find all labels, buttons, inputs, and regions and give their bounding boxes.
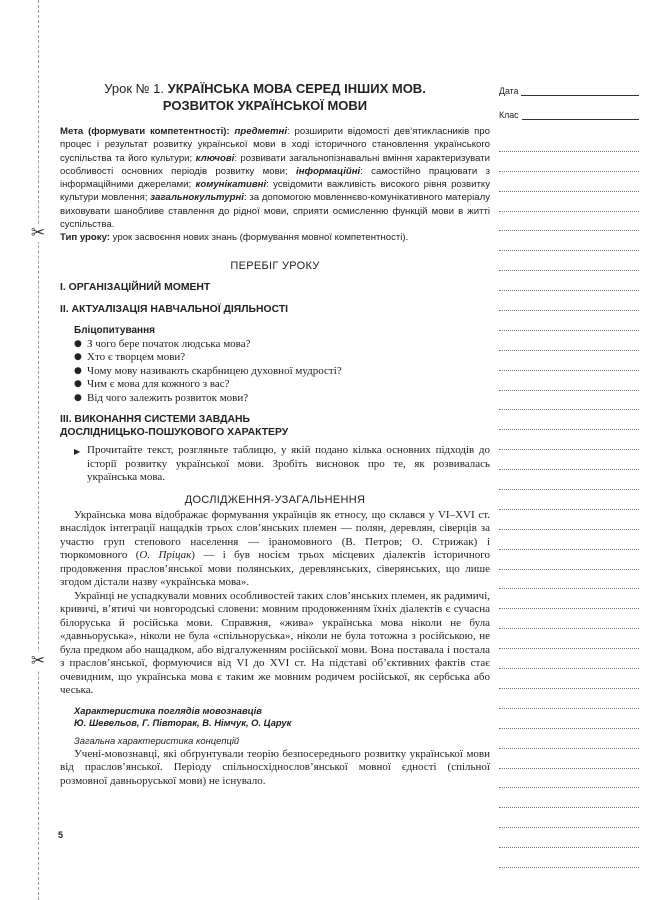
scissors-icon: ✂ <box>27 224 49 242</box>
triangle-right-icon: ▶ <box>74 447 81 457</box>
date-line[interactable] <box>521 86 639 96</box>
note-line[interactable] <box>499 709 639 729</box>
page-number: 5 <box>58 830 64 840</box>
note-line[interactable] <box>499 192 639 212</box>
date-label: Дата <box>499 86 519 96</box>
note-line[interactable] <box>499 212 639 232</box>
note-line[interactable] <box>499 470 639 490</box>
note-line[interactable] <box>499 589 639 609</box>
lesson-title-line1: УКРАЇНСЬКА МОВА СЕРЕД ІНШИХ МОВ. <box>167 81 426 96</box>
paragraph: Учені-мовознавці, які обґрунтували теорію безпосереднього розвитку української мови від праслов’янської. Періоду спільносхіднослов’янської мовної єдності (спільної розмовної давньоруської мови) не існувало. <box>60 747 490 787</box>
paragraph: Українська мова відображає формування українців як етносу, що склався у VI–XVI ст. внаслідок інтеграції нащадків трьох слов’янських племен — полян, деревлян, сіверців за участю груп степового населення — іраномовного (В. Петров; О. Стрижак) і тюркомовного (О. Пріцак) — і був носієм трьох місцевих діалектів історичного продовження праслов’янської мови полянських, деревлянських, сіверянських, що лише згодом дістали назву «українська мова». <box>60 508 490 589</box>
lesson-content <box>60 80 490 788</box>
note-line[interactable] <box>499 669 639 689</box>
paragraph: Українці не успадкували мовних особливостей таких слов’янських племен, як радимичі, кривичі, в’ятичі чи новгородські словени: мовним продовженням їхніх діалектів є сучасна білоруська й російська мови. Справжня, «жива» українська мова ніколи не була «давньоруська», ніколи не була «спільноруська», ніколи не була тотожна з російською, не була предком або нащадком, або відгалуженням російської мови. Вона поставала і постала з праслов’янської, формуючися від VI до XVI ст. На підставі об’єктивних фактів стає очевидним, що українська мова є таким же мовним родичем російської, як сербська або чеська. <box>60 589 490 697</box>
note-line[interactable] <box>499 371 639 391</box>
goal-key-text: : розвивати загальнопізнавальні вміння характеризувати особливості основних періодів розвитку мови; <box>60 152 490 177</box>
scholars-title: Характеристика поглядів мовознавців <box>74 704 262 716</box>
scissors-icon: ✂ <box>27 652 49 670</box>
progress-heading: ПЕРЕБІГ УРОКУ <box>230 259 320 272</box>
goal-key-label: ключові <box>195 152 235 164</box>
note-line[interactable] <box>499 649 639 669</box>
scholars-names: Ю. Шевельов, Г. Півторак, В. Німчук, О. Царук <box>74 717 292 729</box>
goal-comm-label: комунікативні <box>195 179 267 191</box>
note-line[interactable] <box>499 808 639 828</box>
note-line[interactable] <box>499 828 639 848</box>
note-line[interactable] <box>499 450 639 470</box>
goal-culture-text: : за допомогою мовленнєво-комунікативного матеріалу виховувати шанобливе ставлення до рідної мови, сприяти осмисленню функцій мови в житті суспільства. <box>60 192 490 231</box>
goal-comm-text: : усвідомити важливість високого рівня розвитку культури мовлення; <box>60 179 490 204</box>
note-line[interactable] <box>499 331 639 351</box>
lesson-goals <box>60 125 490 245</box>
note-line[interactable] <box>499 410 639 430</box>
lesson-title-line2: РОЗВИТОК УКРАЇНСЬКОЇ МОВИ <box>162 98 368 113</box>
scholars-block <box>74 705 490 730</box>
task-instruction <box>60 444 490 485</box>
note-line[interactable] <box>499 231 639 251</box>
note-line[interactable] <box>499 769 639 789</box>
goal-culture-label: загальнокультурні <box>150 192 244 204</box>
lesson-type-text: урок засвоєння нових знань (формування мовної компетентності). <box>110 232 409 244</box>
note-line[interactable] <box>499 490 639 510</box>
goal-info-label: інформаційні <box>296 165 361 177</box>
bullet-icon: ● <box>74 379 82 390</box>
note-line[interactable] <box>499 788 639 808</box>
note-line[interactable] <box>499 172 639 192</box>
cut-line <box>38 0 39 900</box>
notes-lines[interactable] <box>499 132 639 868</box>
note-line[interactable] <box>499 132 639 152</box>
bullet-icon: ● <box>74 392 82 403</box>
note-line[interactable] <box>499 848 639 868</box>
class-field[interactable] <box>499 108 639 120</box>
list-item: ● Чому мову називають скарбницею духовної мудрості? <box>74 364 342 377</box>
lesson-type-label: Тип уроку: <box>60 232 110 244</box>
lesson-title <box>60 80 470 114</box>
goal-subject-text: : розширити відомості дев’ятикласників про процес і результат розвитку української мови в ході історичного становлення українського суспільства та його культури; <box>60 126 490 164</box>
task-text: Прочитайте текст, розгляньте таблицю, у якій подано кілька основних підходів до історії розвитку української мови. Зробіть висновок про те, як розвивалась українська мова. <box>87 444 490 484</box>
note-line[interactable] <box>499 609 639 629</box>
blitz-question-list <box>60 338 490 406</box>
concept-title: Загальна характеристика концепцій <box>74 734 240 746</box>
section-organizational: І. ОРГАНІЗАЦІЙНИЙ МОМЕНТ <box>60 281 211 293</box>
note-line[interactable] <box>499 271 639 291</box>
class-label: Клас <box>499 110 519 120</box>
bullet-icon: ● <box>74 365 82 376</box>
blitz-title: Бліцопитування <box>74 324 155 336</box>
note-line[interactable] <box>499 530 639 550</box>
note-line[interactable] <box>499 351 639 371</box>
goals-label: Мета (формувати компетентності): <box>60 126 230 137</box>
lesson-number: Урок № 1. <box>104 81 168 96</box>
note-line[interactable] <box>499 570 639 590</box>
note-line[interactable] <box>499 550 639 570</box>
note-line[interactable] <box>499 729 639 749</box>
note-line[interactable] <box>499 152 639 172</box>
note-line[interactable] <box>499 291 639 311</box>
note-line[interactable] <box>499 689 639 709</box>
goal-info-text: : самостійно працювати з інформаційними джерелами; <box>60 165 490 191</box>
list-item: ● З чого бере початок людська мова? <box>74 337 251 350</box>
section-tasks-line1: ІІІ. ВИКОНАННЯ СИСТЕМИ ЗАВДАНЬ <box>60 414 250 426</box>
research-text <box>60 509 490 698</box>
notes-column <box>499 84 639 868</box>
section-tasks-line2: ДОСЛІДНИЦЬКО-ПОШУКОВОГО ХАРАКТЕРУ <box>60 427 289 439</box>
list-item: ● Від чого залежить розвиток мови? <box>74 391 249 404</box>
note-line[interactable] <box>499 391 639 411</box>
note-line[interactable] <box>499 510 639 530</box>
note-line[interactable] <box>499 629 639 649</box>
bullet-icon: ● <box>74 338 82 349</box>
class-line[interactable] <box>522 110 639 120</box>
list-item: ● Хто є творцем мови? <box>74 351 186 364</box>
note-line[interactable] <box>499 251 639 271</box>
note-line[interactable] <box>499 749 639 769</box>
goal-subject-label: предметні <box>234 126 287 137</box>
section-actualization: ІІ. АКТУАЛІЗАЦІЯ НАВЧАЛЬНОЇ ДІЯЛЬНОСТІ <box>60 303 289 315</box>
date-field[interactable] <box>499 84 639 96</box>
note-line[interactable] <box>499 311 639 331</box>
section-tasks <box>60 413 490 439</box>
list-item: ● Чим є мова для кожного з вас? <box>74 378 230 391</box>
note-line[interactable] <box>499 430 639 450</box>
research-heading: ДОСЛІДЖЕННЯ-УЗАГАЛЬНЕННЯ <box>184 493 366 506</box>
bullet-icon: ● <box>74 352 82 363</box>
